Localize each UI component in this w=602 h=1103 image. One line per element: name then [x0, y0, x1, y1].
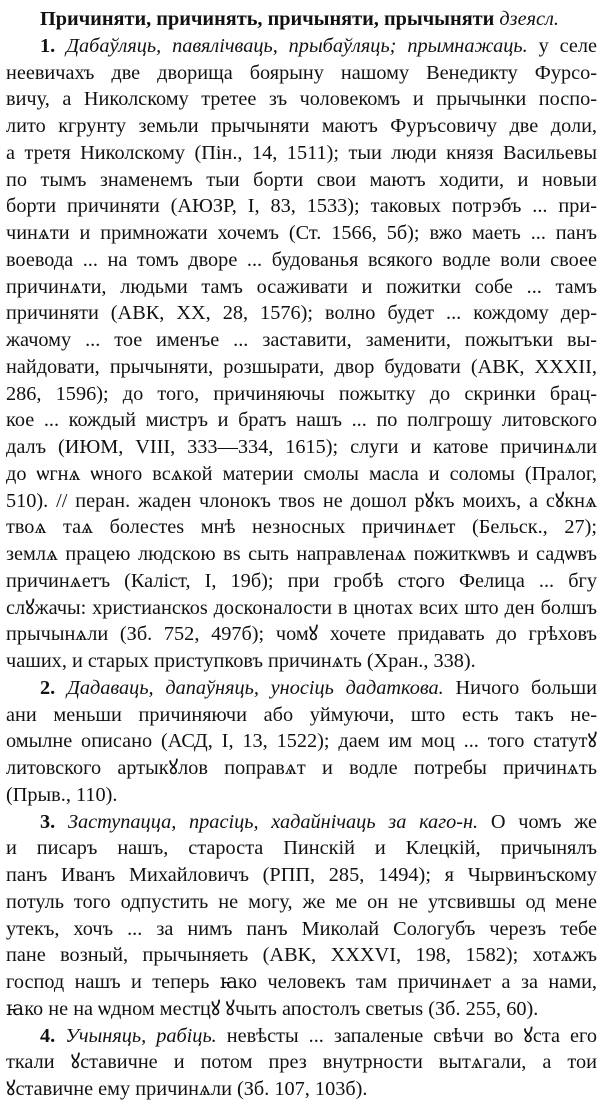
citation-line: чаших, и старых приступковъ причинѧть (Хран., 338). [6, 650, 476, 672]
sense-gloss: Заступацца, прасіць, хадайнічаць за каго-н. [67, 810, 479, 833]
citation-line: литовского артыкꙋлов поправѧт и водле потребы причинѧть [6, 757, 597, 779]
citation-line: борти причиняти (АЮЗР, I, 83, 1533); таковых потрэбъ ... при- [6, 195, 597, 218]
part-of-speech: дзеясл. [499, 8, 559, 30]
citation-text: О чомъ же [478, 810, 597, 833]
sense-gloss: Дадаваць, дапаўняць, уносіць дадаткова. [66, 676, 444, 699]
citation-line: по тымъ знаменемъ тыи борти свои маютъ ходити, и новыи [6, 168, 597, 191]
citation-line: и писаръ нашъ, староста Пинскій и Клецкій, причынялъ [6, 837, 597, 860]
citation-line: 286, 1596); до того, причиняючы пожытку до скринки брац- [6, 382, 597, 405]
citation-line: потуль того одпустить не могу, же ме он не утсвившы од мене [6, 890, 597, 913]
citation-text: Ничого больши [443, 676, 597, 699]
citation-line: слꙋжачы: христианскоѕ досконалости в цнотах всих што ден болшъ [6, 596, 597, 619]
citation-line: далъ (ИЮМ, VIII, 333—334, 1615); слуги и катове причинѧли [6, 436, 597, 458]
citation-line: утекъ, хочъ ... за нимъ панъ Миколай Сологубъ черезъ тебе [6, 917, 597, 940]
citation-line: причинѧти, людьми тамъ осаживати и пожитки собе ... тамъ [6, 275, 597, 298]
citation-line: ткали ꙋставичне и потом през внутрности вытѧгали, а тои [6, 1051, 597, 1074]
sense-number: 1. [40, 34, 56, 57]
citation-line: жачому ... тое именъе ... заставити, заменити, пожытъки вы- [6, 329, 597, 351]
citation-line: до ѡгнѧ ѡного всѧкой материи смолы масла и соломы (Пралог, [6, 462, 597, 485]
citation-line: а третя Николскому (Пін., 14, 1511); тыи люди князя Васильевы [6, 141, 597, 164]
sense-gloss: Дабаўляць, павялічваць, прыбаўляць; прымнажаць. [66, 34, 528, 57]
sense-gloss: Учыняць, рабіць. [65, 1024, 217, 1047]
sense-2-line [6, 675, 597, 702]
citation-line: вичу, а Николскому третее зъ чоловекомъ и прычынки поспо- [6, 88, 597, 111]
sense-4-line [6, 1023, 597, 1050]
sense-3-line [6, 809, 597, 836]
citation-text: у селе [538, 34, 597, 57]
citation-line: лито кгрунту земьли прычыняти маютъ Фуръсовичу две доли, [6, 115, 597, 137]
citation-line: (Прыв., 110). [6, 783, 118, 806]
citation-line: ꙗко не на ѡдном местцꙋ ꙋчыть апостолъ светыѕ (Зб. 255, 60). [6, 997, 539, 1020]
citation-line: омылне описано (АСД, I, 13, 1522); даем им моц ... того статутꙋ [6, 730, 597, 753]
citation-line: ꙋставичне ему причинѧли (Зб. 107, 103б). [6, 1078, 368, 1100]
citation-line: землѧ працею людскою вѕ сыть направленаѧ пожиткѡвъ и садѡвъ [6, 543, 597, 565]
citation-line: причиняти (АВК, XX, 28, 1576); волно будет ... кождому дер- [6, 302, 597, 325]
sense-number: 4. [40, 1024, 56, 1047]
sense-number: 2. [40, 676, 56, 699]
citation-line: кое ... кождый мистръ и братъ нашъ ... по полгрошу литовского [6, 409, 597, 432]
sense-number: 3. [40, 810, 56, 833]
citation-line: господ нашъ и теперь ꙗко человекъ там причинѧет а за нами, [6, 971, 597, 993]
citation-text: невѣсты ... запаленые свѣчи во ꙋста его [216, 1024, 597, 1047]
entry-heading [6, 6, 597, 33]
citation-line: причинѧетъ (Каліст, I, 19б); при гробѣ стѻго Фелица ... бгу [6, 569, 597, 592]
citation-line: неевичахъ две дворища боярыну нашому Венедикту Фурсо- [6, 61, 597, 84]
citation-line: найдовати, прычыняти, розшырати, двор будовати (АВК, XXXII, [6, 355, 597, 378]
sense-1-line [6, 33, 597, 60]
headword: Причиняти, причинять, причыняти, прычыняти [40, 8, 495, 30]
citation-line: прычынѧли (Зб. 752, 497б); чомꙋ хочете придавать до грѣховъ [6, 623, 597, 646]
citation-line: ани меньши причиняючи або уймуючи, што есть такъ не- [6, 703, 597, 726]
citation-line: 510). // перан. жаден члонокъ твоѕ не дошол рꙋкъ моихъ, а сꙋкнѧ [6, 489, 597, 512]
citation-line: чинѧти и примножати хочемъ (Ст. 1566, 5б); вжо маеть ... панъ [6, 222, 597, 244]
citation-line: панъ Иванъ Михайловичъ (РПП, 285, 1494); я Чырвинъскому [6, 864, 597, 886]
citation-line: твоѧ таѧ болестеѕ мнѣ незносных причинѧет (Бельск., 27); [6, 516, 597, 539]
citation-line: воевода ... на томъ дворе ... будованья всякого водле воли своее [6, 248, 597, 271]
citation-line: пане возный, прычыняеть (АВК, XXXVI, 198, 1582); хотѧжъ [6, 944, 597, 967]
